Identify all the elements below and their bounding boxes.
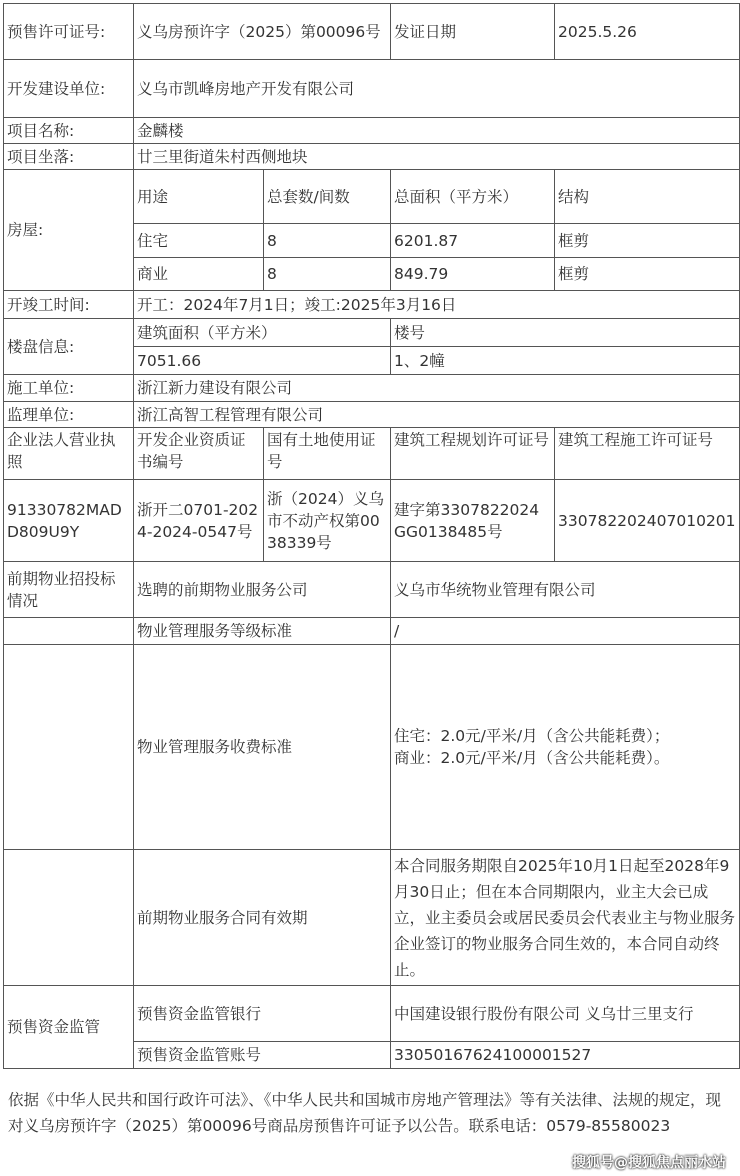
presale-permit-value: 义乌房预许字（2025）第00096号 bbox=[134, 4, 391, 60]
property-fee-empty bbox=[4, 645, 134, 850]
license-header-land: 国有土地使用证号 bbox=[264, 428, 391, 480]
property-level-empty bbox=[4, 618, 134, 645]
fund-bank-value: 中国建设银行股份有限公司 义乌廿三里支行 bbox=[391, 986, 740, 1042]
developer-label: 开发建设单位: bbox=[4, 60, 134, 118]
license-value-planning: 建字第3307822024GG0138485号 bbox=[391, 480, 555, 562]
property-level-value: / bbox=[391, 618, 740, 645]
license-value-business: 91330782MADD809U9Y bbox=[4, 480, 134, 562]
fund-bank-label: 预售资金监管银行 bbox=[134, 986, 391, 1042]
license-header-business: 企业法人营业执照 bbox=[4, 428, 134, 480]
contractor-label: 施工单位: bbox=[4, 375, 134, 402]
housing-commercial-use: 商业 bbox=[134, 258, 264, 291]
license-value-qualification: 浙开二0701-2024-2024-0547号 bbox=[134, 480, 264, 562]
fund-label: 预售资金监管 bbox=[4, 986, 134, 1069]
property-level-label: 物业管理服务等级标准 bbox=[134, 618, 391, 645]
fund-account-value: 33050167624100001527 bbox=[391, 1042, 740, 1069]
housing-commercial-units: 8 bbox=[264, 258, 391, 291]
property-contract-value: 本合同服务期限自2025年10月1日起至2028年9月30日止；但在本合同期限内，业主大会已成立，业主委员会或居民委员会代表业主与物业服务企业签订的物业服务合同生效的，本合同自动终止。 bbox=[391, 850, 740, 986]
housing-header-use: 用途 bbox=[134, 170, 264, 224]
building-area-header: 建筑面积（平方米） bbox=[134, 319, 391, 347]
housing-header-structure: 结构 bbox=[555, 170, 740, 224]
building-number-header: 楼号 bbox=[391, 319, 740, 347]
license-value-land: 浙（2024）义乌市不动产权第0038339号 bbox=[264, 480, 391, 562]
building-area-value: 7051.66 bbox=[134, 347, 391, 375]
issue-date-value: 2025.5.26 bbox=[555, 4, 740, 60]
issue-date-label: 发证日期 bbox=[391, 4, 555, 60]
property-company-value: 义乌市华统物业管理有限公司 bbox=[391, 562, 740, 618]
housing-header-units: 总套数/间数 bbox=[264, 170, 391, 224]
footer-note: 依据《中华人民共和国行政许可法》、《中华人民共和国城市房地产管理法》等有关法律、法规的规定，现对义乌房预许字（2025）第00096号商品房预售许可证予以公告。联系电话：0579-85580023 bbox=[8, 1091, 722, 1135]
construction-time-value: 开工：2024年7月1日；竣工:2025年3月16日 bbox=[134, 291, 740, 319]
contractor-value: 浙江新力建设有限公司 bbox=[134, 375, 740, 402]
license-header-planning: 建筑工程规划许可证号 bbox=[391, 428, 555, 480]
housing-label: 房屋: bbox=[4, 170, 134, 291]
project-name-value: 金麟楼 bbox=[134, 118, 740, 144]
presale-permit-table bbox=[3, 3, 740, 1069]
property-contract-label: 前期物业服务合同有效期 bbox=[134, 850, 391, 986]
license-value-construction: 330782202407010201 bbox=[555, 480, 740, 562]
property-contract-empty bbox=[4, 850, 134, 986]
license-header-construction: 建筑工程施工许可证号 bbox=[555, 428, 740, 480]
fund-account-label: 预售资金监管账号 bbox=[134, 1042, 391, 1069]
housing-commercial-structure: 框剪 bbox=[555, 258, 740, 291]
project-location-label: 项目坐落: bbox=[4, 144, 134, 170]
property-fee-residential: 住宅：2.0元/平米/月（含公共能耗费）； bbox=[394, 727, 670, 745]
building-number-value: 1、2幢 bbox=[391, 347, 740, 375]
supervisor-label: 监理单位: bbox=[4, 402, 134, 428]
housing-residential-units: 8 bbox=[264, 224, 391, 258]
project-location-value: 廿三里街道朱村西侧地块 bbox=[134, 144, 740, 170]
license-header-qualification: 开发企业资质证书编号 bbox=[134, 428, 264, 480]
housing-commercial-area: 849.79 bbox=[391, 258, 555, 291]
supervisor-value: 浙江高智工程管理有限公司 bbox=[134, 402, 740, 428]
property-tender-label: 前期物业招投标情况 bbox=[4, 562, 134, 618]
property-fee-label: 物业管理服务收费标准 bbox=[134, 645, 391, 850]
property-fee-value bbox=[391, 645, 740, 850]
building-info-label: 楼盘信息: bbox=[4, 319, 134, 375]
housing-header-area: 总面积（平方米） bbox=[391, 170, 555, 224]
housing-residential-structure: 框剪 bbox=[555, 224, 740, 258]
property-fee-commercial: 商业：2.0元/平米/月（含公共能耗费）。 bbox=[394, 749, 670, 767]
watermark: 搜狐号@搜狐焦点丽水站 bbox=[572, 1155, 726, 1171]
construction-time-label: 开竣工时间: bbox=[4, 291, 134, 319]
housing-residential-area: 6201.87 bbox=[391, 224, 555, 258]
project-name-label: 项目名称: bbox=[4, 118, 134, 144]
property-company-label: 选聘的前期物业服务公司 bbox=[134, 562, 391, 618]
housing-residential-use: 住宅 bbox=[134, 224, 264, 258]
developer-value: 义乌市凯峰房地产开发有限公司 bbox=[134, 60, 740, 118]
presale-permit-label: 预售许可证号: bbox=[4, 4, 134, 60]
